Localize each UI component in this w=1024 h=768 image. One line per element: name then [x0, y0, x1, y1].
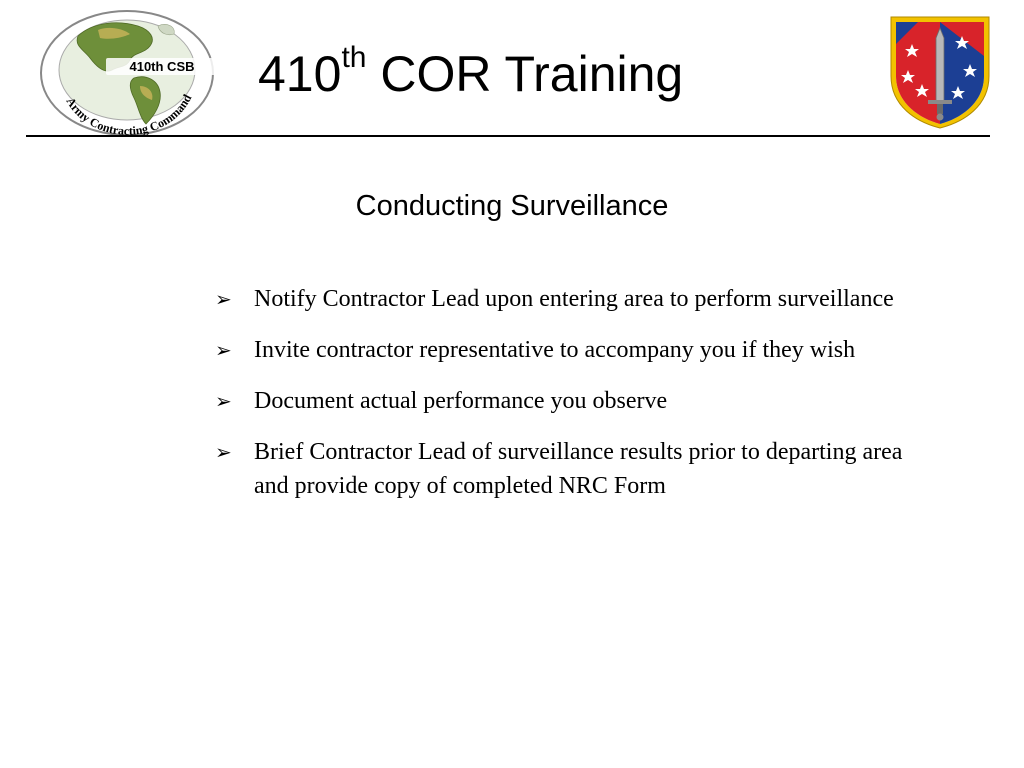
bullet-text: Brief Contractor Lead of surveillance results prior to departing area and provide copy of completed NRC Form	[254, 439, 903, 499]
title-text: COR Training	[366, 46, 684, 102]
title-divider	[26, 135, 990, 137]
shield-graphic	[888, 14, 992, 130]
globe-seal-icon	[38, 8, 216, 138]
arrow-bullet-icon: ➢	[215, 287, 232, 311]
arrow-bullet-icon: ➢	[215, 440, 232, 464]
arrow-bullet-icon: ➢	[215, 389, 232, 413]
seal-label: 410th CSB	[106, 58, 218, 75]
list-item	[215, 282, 935, 316]
list-item	[215, 384, 935, 418]
bullet-text: Notify Contractor Lead upon entering area to perform surveillance	[254, 286, 894, 312]
list-item	[215, 333, 935, 367]
bullet-text: Invite contractor representative to accompany you if they wish	[254, 337, 856, 363]
page-title	[258, 42, 683, 106]
bullet-list	[215, 282, 935, 520]
title-number: 410	[258, 46, 342, 102]
bullet-text: Document actual performance you observe	[254, 388, 668, 414]
unit-shield-icon	[888, 14, 992, 130]
title-superscript: th	[341, 41, 367, 75]
seal-ring-text: Army Contracting Command	[63, 91, 195, 138]
arrow-bullet-icon: ➢	[215, 338, 232, 362]
list-item	[215, 435, 935, 503]
slide-subtitle: Conducting Surveillance	[355, 190, 669, 222]
